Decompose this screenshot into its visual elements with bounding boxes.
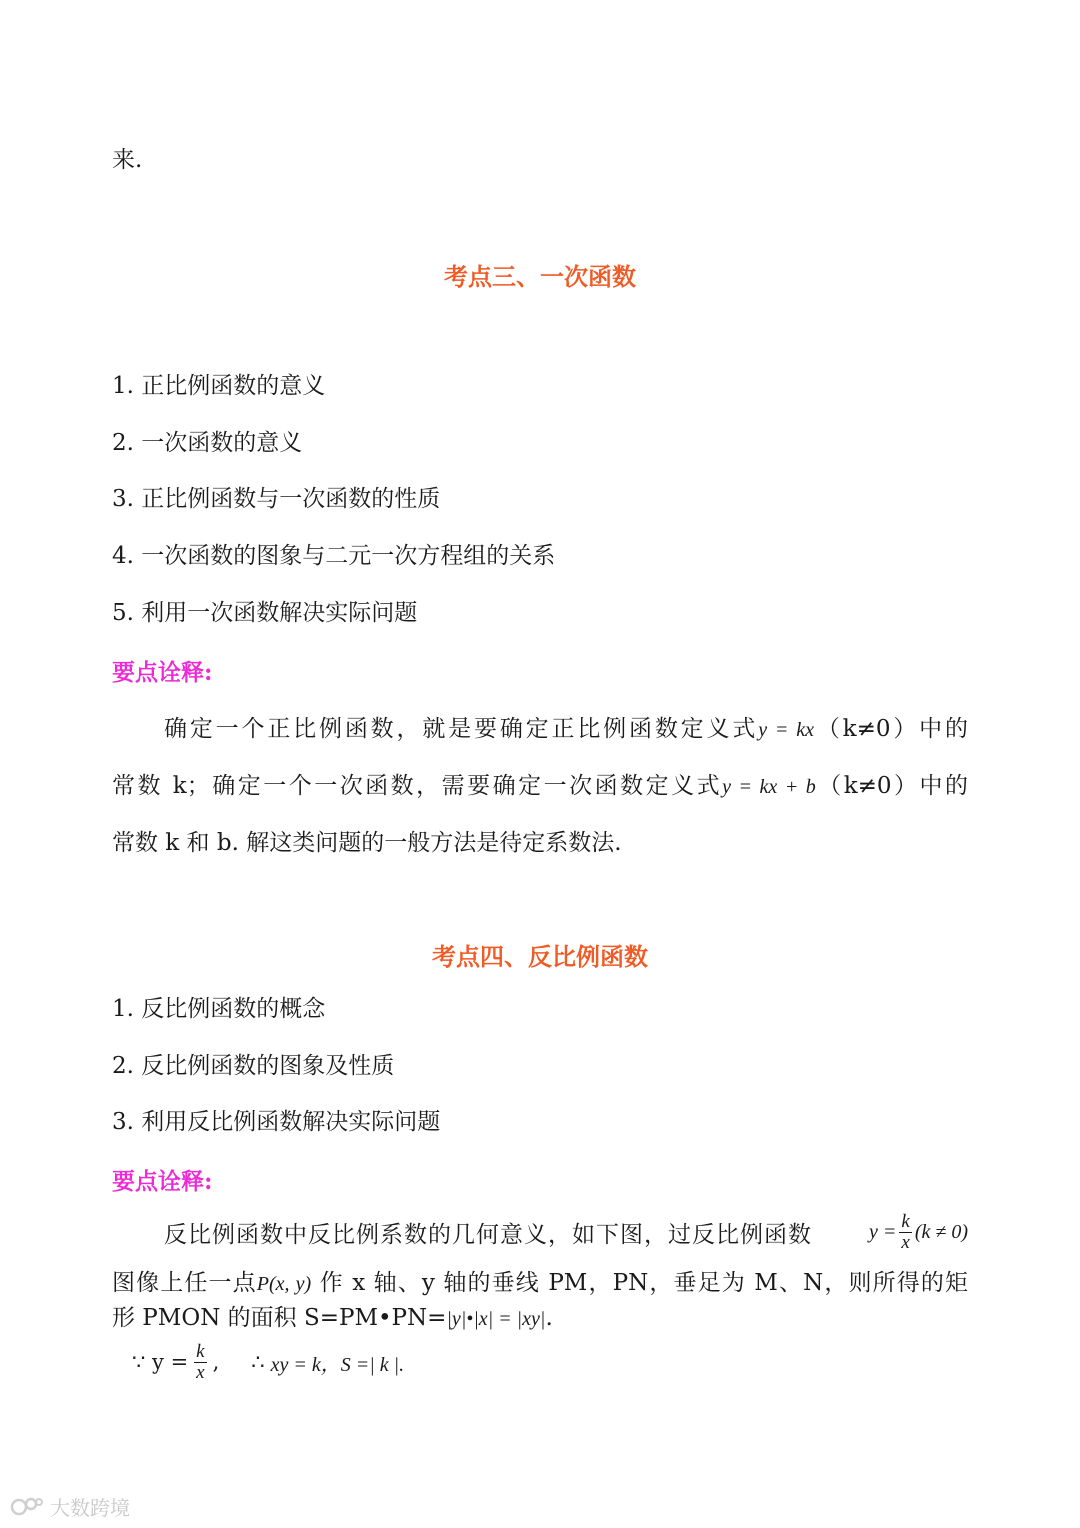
formula-condition: (k ≠ 0) [914,1220,968,1243]
note-text: 作 x 轴、y 轴的垂线 PM，PN，垂足为 M、N，则所得的矩 [319,1270,969,1296]
section3-item-4: 4. 一次函数的图象与二元一次方程组的关系 [112,543,556,569]
section3-note-line-1 [112,710,968,743]
watermark [10,1492,130,1521]
formula-lhs: y = [869,1220,897,1243]
section3-note-line-2 [112,767,968,800]
fraction-denominator: x [196,1361,205,1383]
formula-inverse-proportion [869,1212,968,1253]
section3-item-5: 5. 利用一次函数解决实际问题 [112,600,418,626]
note-text: （k≠0）中的 [813,716,968,742]
note-text: 形 PMON 的面积 S=PM•PN= [112,1305,447,1331]
section4-note-line-4 [132,1336,404,1388]
note-text: （k≠0）中的 [815,773,969,799]
note-text: 确定一个正比例函数，就是要确定正比例函数定义式 [164,716,759,742]
section4-item-1: 1. 反比例函数的概念 [112,996,326,1022]
point-p: P(x, y) [256,1273,312,1295]
section4-note-line-3 [112,1299,968,1332]
therefore-symbol: ∴ [251,1350,265,1374]
section3-note-label: 要点诠释: [112,659,213,686]
watermark-logo-icon [10,1494,44,1520]
section3-item-3: 3. 正比例函数与一次函数的性质 [112,486,441,512]
fraction-k-over-x [194,1342,206,1383]
section4-title: 考点四、反比例函数 [432,942,648,971]
because-formula: ∵ y = [132,1350,189,1374]
section4-item-3: 3. 利用反比例函数解决实际问题 [112,1109,441,1135]
formula-direct-proportion: y = kx [758,719,814,741]
fraction-denominator: x [901,1231,910,1253]
section4-note-line-2 [112,1264,968,1297]
fraction-numerator: k [196,1340,205,1362]
therefore-formula: xy = k，S =| k |. [270,1353,405,1376]
formula-linear-function: y = kx + b [722,776,816,798]
note-text: 常数 k；确定一个一次函数，需要确定一次函数定义式 [112,773,723,799]
note-text: 反比例函数中反比例系数的几何意义，如下图，过反比例函数 [164,1221,812,1248]
top-fragment: 来. [112,147,143,173]
section4-item-2: 2. 反比例函数的图象及性质 [112,1053,395,1079]
section3-title: 考点三、一次函数 [444,262,636,291]
section3-note-line-3: 常数 k 和 b. 解这类问题的一般方法是待定系数法. [112,830,622,856]
fraction-numerator: k [901,1210,910,1232]
comma: , [212,1350,220,1374]
section4-note-line-1 [112,1208,968,1256]
note-text: 图像上任一点 [112,1270,257,1296]
formula-area: |y|•|x| = |xy| [446,1308,546,1330]
period: . [545,1305,553,1331]
section3-item-2: 2. 一次函数的意义 [112,430,303,456]
section4-note-label: 要点诠释: [112,1168,213,1195]
fraction-k-over-x [899,1212,911,1253]
watermark-text: 大数跨境 [50,1496,130,1520]
section3-item-1: 1. 正比例函数的意义 [112,373,326,399]
